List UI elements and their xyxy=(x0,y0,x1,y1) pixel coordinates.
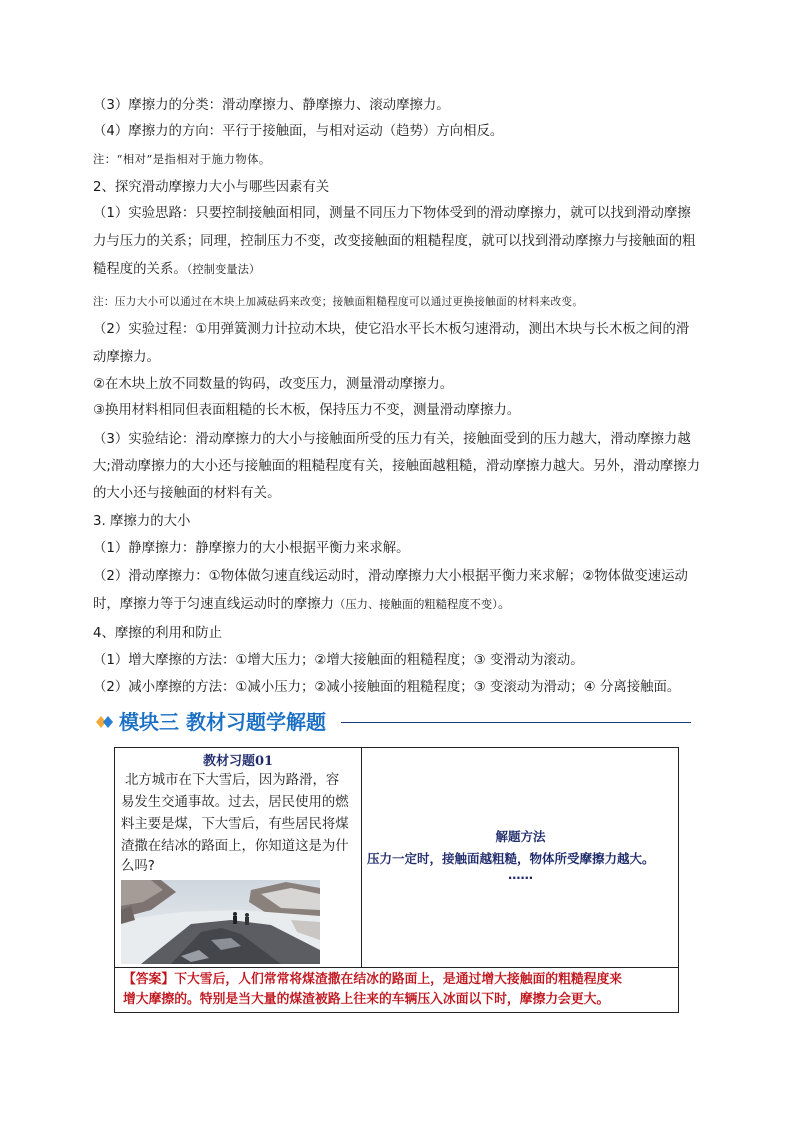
section-heading-4: 4、摩擦的利用和防止 xyxy=(93,626,223,641)
increase-friction-methods: （1）增大摩擦的方法：①增大压力；②增大接触面的粗糙程度；③ 变滑动为滚动。 xyxy=(93,653,584,668)
section-heading-2: 2、探究滑动摩擦力大小与哪些因素有关 xyxy=(93,180,330,195)
question-line-1: 北方城市在下大雪后，因为路滑，容 xyxy=(125,773,340,788)
sliding-friction-text: 时，摩擦力等于匀速直线运动时的摩擦力 xyxy=(93,597,335,612)
module-heading xyxy=(95,708,615,736)
conclusion-line-1: （3）实验结论：滑动摩擦力的大小与接触面所受的压力有关，接触面受到的压力越大，滑动摩擦力越 xyxy=(93,432,691,447)
experiment-idea-line-3 xyxy=(93,260,733,280)
experiment-process-line-1: （2）实验过程：①用弹簧测力计拉动木块，使它沿水平长木板匀速滑动，测出木块与长木板之间的滑 xyxy=(93,322,690,337)
question-line-3: 料主要是煤，下大雪后，有些居民将煤 xyxy=(121,817,349,832)
section-heading-3: 3. 摩擦力的大小 xyxy=(93,514,191,529)
static-friction: （1）静摩擦力：静摩擦力的大小根据平衡力来求解。 xyxy=(93,541,410,556)
column-divider xyxy=(361,748,362,967)
experiment-process-step-3: ③换用材料相同但表面粗糙的长木板，保持压力不变，测量滑动摩擦力。 xyxy=(93,403,521,418)
row-divider xyxy=(115,967,678,968)
question-line-4: 渣撒在结冰的路面上，你知道这是为什 xyxy=(121,839,349,854)
snowy-road-photo xyxy=(121,880,320,964)
note-relative: 注：“相对”是指相对于施力物体。 xyxy=(93,153,271,166)
sliding-friction-line-2 xyxy=(93,595,733,615)
sliding-friction-line-1: （2）滑动摩擦力：①物体做匀速直线运动时，滑动摩擦力大小根据平衡力来求解；②物体做变速运动 xyxy=(93,569,688,584)
sliding-friction-end: 。 xyxy=(497,597,512,612)
exercise-table xyxy=(114,747,679,1013)
conclusion-line-2: 大;滑动摩擦力的大小还与接触面的粗糙程度有关，接触面越粗糙，滑动摩擦力越大。另外，滑动摩擦力 xyxy=(93,459,701,474)
question-line-5: 么吗? xyxy=(121,859,155,874)
sliding-friction-note: （压力、接触面的粗糙程度不变） xyxy=(334,598,498,611)
method-text: 压力一定时，接触面越粗糙，物体所受摩擦力越大。 xyxy=(367,851,655,866)
note-weights: 注：压力大小可以通过在木块上加减砝码来改变；接触面粗糙程度可以通过更换接触面的材料来改变。 xyxy=(93,296,584,308)
control-variable-note: （控制变量法） xyxy=(186,263,261,276)
experiment-process-line-2: 动摩擦力。 xyxy=(93,350,160,365)
experiment-idea-text: 糙程度的关系。 xyxy=(93,262,187,277)
answer-line-1 xyxy=(123,970,622,990)
method-title: 解题方法 xyxy=(495,829,546,844)
answer-text-1: 下大雪后，人们常常将煤渣撒在结冰的路面上，是通过增大接触面的粗糙程度来 xyxy=(174,972,623,987)
double-diamond-icon xyxy=(95,713,115,731)
method-ellipsis: …… xyxy=(508,867,533,882)
answer-line-2: 增大摩擦的。特别是当大量的煤渣被路上往来的车辆压入冰面以下时，摩擦力会更大。 xyxy=(123,992,610,1007)
experiment-idea-line-2: 力与压力的关系；同理，控制压力不变，改变接触面的粗糙程度，就可以找到滑动摩擦力与接触面的粗 xyxy=(93,234,696,249)
friction-classification: （3）摩擦力的分类：滑动摩擦力、静摩擦力、滚动摩擦力。 xyxy=(93,98,450,113)
experiment-process-step-2: ②在木块上放不同数量的钩码，改变压力，测量滑动摩擦力。 xyxy=(93,377,454,392)
experiment-idea-line-1: （1）实验思路：只要控制接触面相同，测量不同压力下物体受到的滑动摩擦力，就可以找到滑动摩擦 xyxy=(93,206,691,221)
answer-tag: 【答案】 xyxy=(123,972,175,987)
heading-rule xyxy=(341,722,691,723)
exercise-label: 教材习题01 xyxy=(202,754,274,769)
module-title: 模块三 教材习题学解题 xyxy=(119,710,326,734)
decrease-friction-methods: （2）减小摩擦的方法：①减小压力；②减小接触面的粗糙程度；③ 变滚动为滑动；④ 分离接触面。 xyxy=(93,680,681,695)
question-line-2: 易发生交通事故。过去，居民使用的燃 xyxy=(121,795,349,810)
conclusion-line-3: 的大小还与接触面的材料有关。 xyxy=(93,486,281,501)
friction-direction: （4）摩擦力的方向：平行于接触面，与相对运动（趋势）方向相反。 xyxy=(93,124,504,139)
